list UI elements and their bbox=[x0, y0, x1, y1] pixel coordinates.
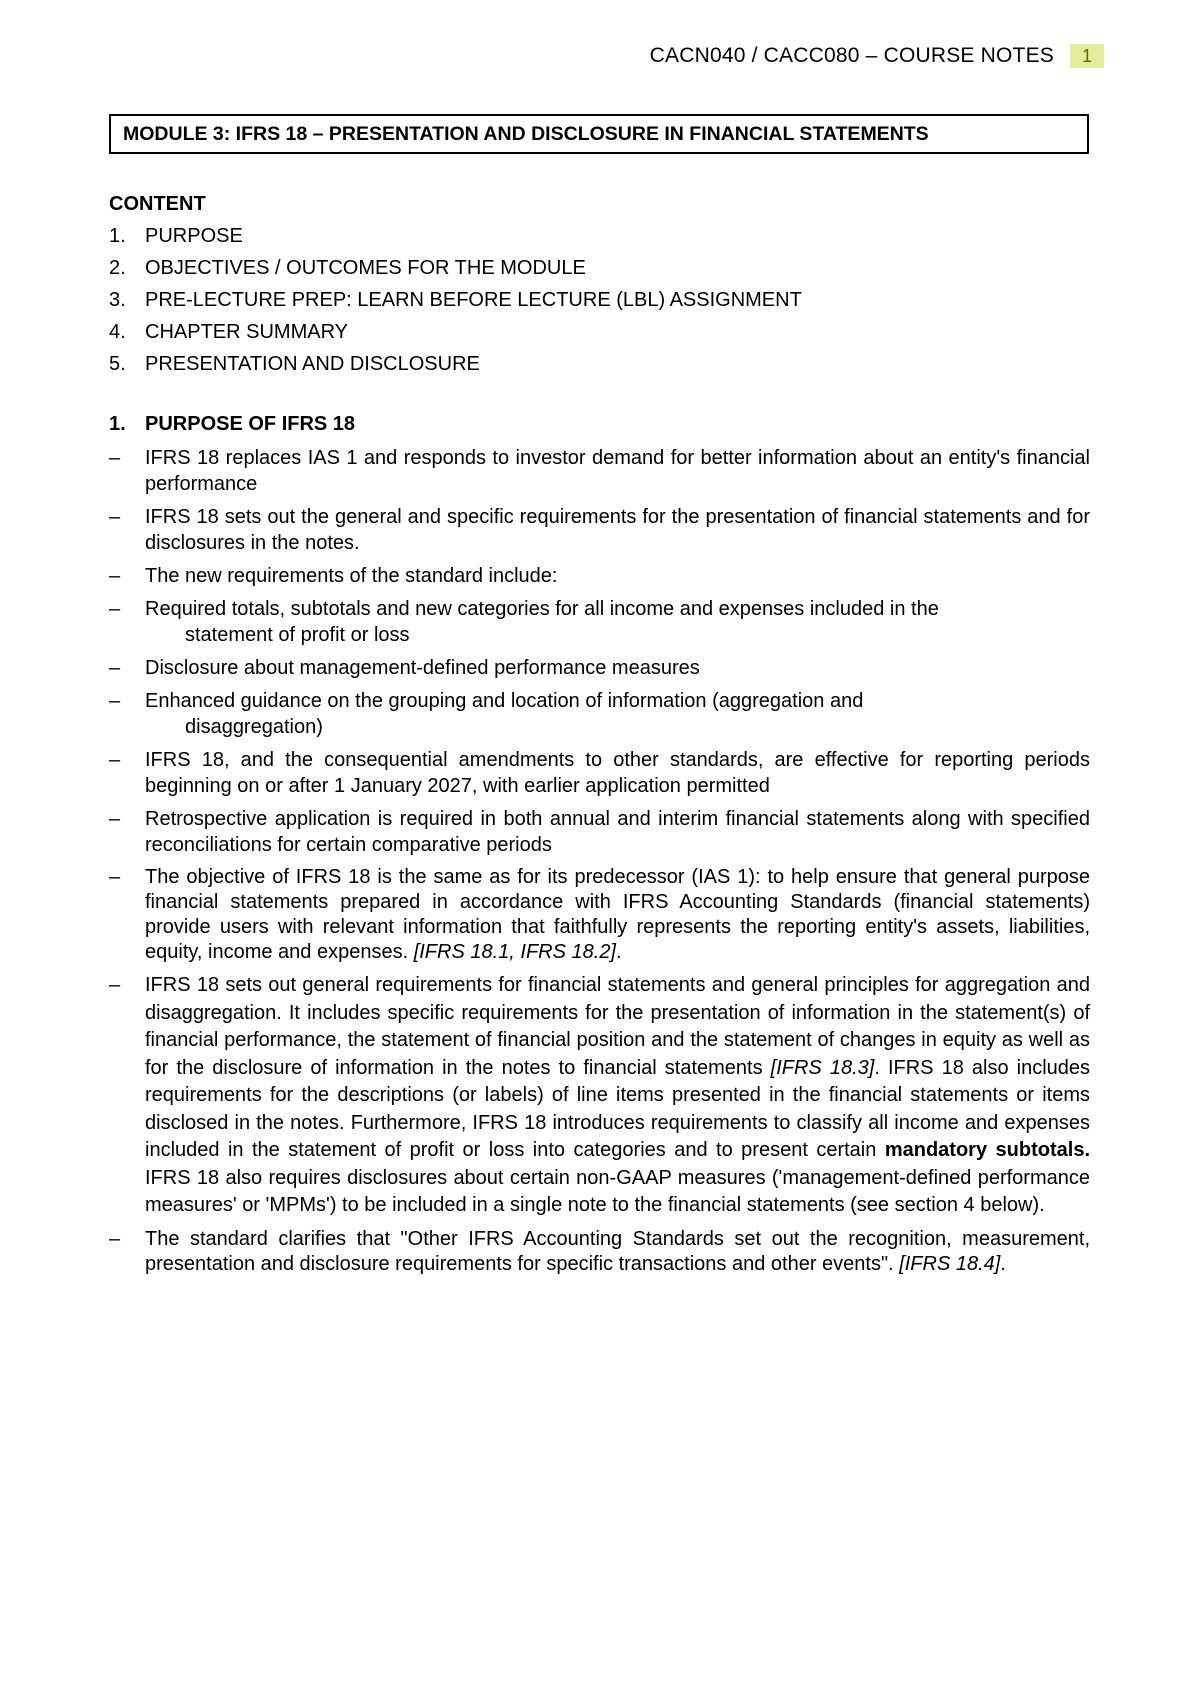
bullet-text: The objective of IFRS 18 is the same as for its predecessor (IAS 1): to help ensure that general purpose financial statements prepared in accordance with IFRS Accounting Standards (financial statements) provide users with relevant information that faithfully represents the reporting entity's assets, liabilities, equity, income and expenses. bbox=[145, 866, 1090, 963]
ifrs-reference: [IFRS 18.3] bbox=[770, 1056, 875, 1079]
bullet-text-end: . bbox=[1000, 1252, 1006, 1275]
dash-marker: – bbox=[109, 447, 121, 469]
bullet-text-continuation: disaggregation) bbox=[185, 716, 323, 738]
section-title: PURPOSE OF IFRS 18 bbox=[145, 413, 356, 435]
bullet-item bbox=[109, 1227, 1090, 1277]
bullet-text: IFRS 18 sets out general requirements for financial statements and general principles for aggregation and disaggregation. It includes specific requirements for the presentation of information in the statement(s) of financial performance, the statement of financial position and the statement of changes in equity as well as for the disclosure of information in the notes to financial statements bbox=[145, 974, 1090, 1079]
bullet-text: IFRS 18 sets out the general and specific requirements for the presentation of financial statements and for disclosures in the notes. bbox=[145, 506, 1090, 554]
content-item-4 bbox=[109, 318, 802, 350]
bullet-text: The new requirements of the standard include: bbox=[145, 565, 558, 587]
bullet-item bbox=[109, 596, 1090, 648]
section-1-heading bbox=[109, 413, 355, 436]
bullet-item bbox=[109, 747, 1090, 799]
bullet-item bbox=[109, 806, 1090, 858]
bullet-text: . IFRS 18 also includes requirements for the descriptions (or labels) of line items presented in the financial statements or items disclosed in the notes. Furthermore, IFRS 18 introduces requirements to classify all income and expenses included in the statement of profit or loss into categories and to present certain bbox=[145, 1056, 1091, 1161]
bullet-text: IFRS 18, and the consequential amendments to other standards, are effective for reporting periods beginning on or after 1 January 2027, with earlier application permitted bbox=[145, 749, 1090, 797]
bullet-item bbox=[109, 445, 1090, 497]
module-title-box bbox=[109, 114, 1089, 154]
bullet-text-end: . bbox=[616, 941, 622, 963]
dash-marker: – bbox=[109, 974, 121, 996]
dash-marker: – bbox=[109, 1227, 121, 1250]
purpose-bullet-list bbox=[109, 445, 1090, 1284]
dash-marker: – bbox=[109, 657, 121, 679]
section-number: 1. bbox=[109, 413, 126, 435]
bullet-item bbox=[109, 865, 1090, 965]
dash-marker: – bbox=[109, 506, 121, 528]
bullet-item bbox=[109, 972, 1090, 1220]
content-item-number: 5. bbox=[109, 353, 126, 375]
content-item-number: 3. bbox=[109, 289, 126, 311]
content-item-2 bbox=[109, 254, 802, 286]
header-course-title: CACN040 / CACC080 – COURSE NOTES bbox=[649, 44, 1054, 67]
module-title: MODULE 3: IFRS 18 – PRESENTATION AND DISCLOSURE IN FINANCIAL STATEMENTS bbox=[123, 122, 929, 145]
content-list bbox=[109, 222, 802, 382]
bullet-text: Retrospective application is required in both annual and interim financial statements along with specified reconciliations for certain comparative periods bbox=[145, 808, 1090, 856]
content-heading: CONTENT bbox=[109, 193, 206, 215]
content-item-number: 2. bbox=[109, 257, 126, 279]
dash-marker: – bbox=[109, 866, 121, 888]
bold-emphasis: mandatory subtotals. bbox=[884, 1139, 1090, 1161]
content-item-1 bbox=[109, 222, 802, 254]
content-item-label: CHAPTER SUMMARY bbox=[145, 321, 348, 343]
bullet-item bbox=[109, 504, 1090, 556]
content-item-label: PRE-LECTURE PREP: LEARN BEFORE LECTURE (LBL) ASSIGNMENT bbox=[145, 289, 802, 311]
dash-marker: – bbox=[109, 565, 121, 587]
page-number-badge: 1 bbox=[1070, 44, 1104, 68]
dash-marker: – bbox=[109, 690, 121, 712]
bullet-item bbox=[109, 563, 1090, 589]
content-item-number: 1. bbox=[109, 225, 126, 247]
dash-marker: – bbox=[109, 808, 121, 830]
bullet-text: IFRS 18 also requires disclosures about certain non-GAAP measures ('management-defined performance measures' or 'MPMs') to be included in a single note to the financial statements (see section 4 below). bbox=[145, 1166, 1090, 1216]
page-header bbox=[650, 44, 1104, 68]
dash-marker: – bbox=[109, 598, 121, 620]
bullet-text: The standard clarifies that "Other IFRS Accounting Standards set out the recognition, measurement, presentation and disclosure requirements for specific transactions and other events". bbox=[145, 1227, 1090, 1275]
bullet-item bbox=[109, 688, 1090, 740]
ifrs-reference: [IFRS 18.4] bbox=[899, 1252, 1001, 1275]
bullet-text: IFRS 18 replaces IAS 1 and responds to investor demand for better information about an entity's financial performance bbox=[145, 447, 1090, 495]
content-item-number: 4. bbox=[109, 321, 126, 343]
bullet-text-continuation: statement of profit or loss bbox=[185, 624, 410, 646]
dash-marker: – bbox=[109, 749, 121, 771]
bullet-text: Required totals, subtotals and new categories for all income and expenses included in the bbox=[145, 598, 939, 620]
content-item-5 bbox=[109, 350, 802, 382]
content-item-label: PRESENTATION AND DISCLOSURE bbox=[145, 353, 480, 375]
bullet-text: Disclosure about management-defined performance measures bbox=[145, 657, 700, 679]
content-item-label: PURPOSE bbox=[145, 225, 243, 247]
content-item-3 bbox=[109, 286, 802, 318]
ifrs-reference: [IFRS 18.1, IFRS 18.2] bbox=[413, 941, 616, 963]
bullet-text: Enhanced guidance on the grouping and location of information (aggregation and bbox=[145, 690, 864, 712]
content-item-label: OBJECTIVES / OUTCOMES FOR THE MODULE bbox=[145, 257, 586, 279]
bullet-item bbox=[109, 655, 1090, 681]
